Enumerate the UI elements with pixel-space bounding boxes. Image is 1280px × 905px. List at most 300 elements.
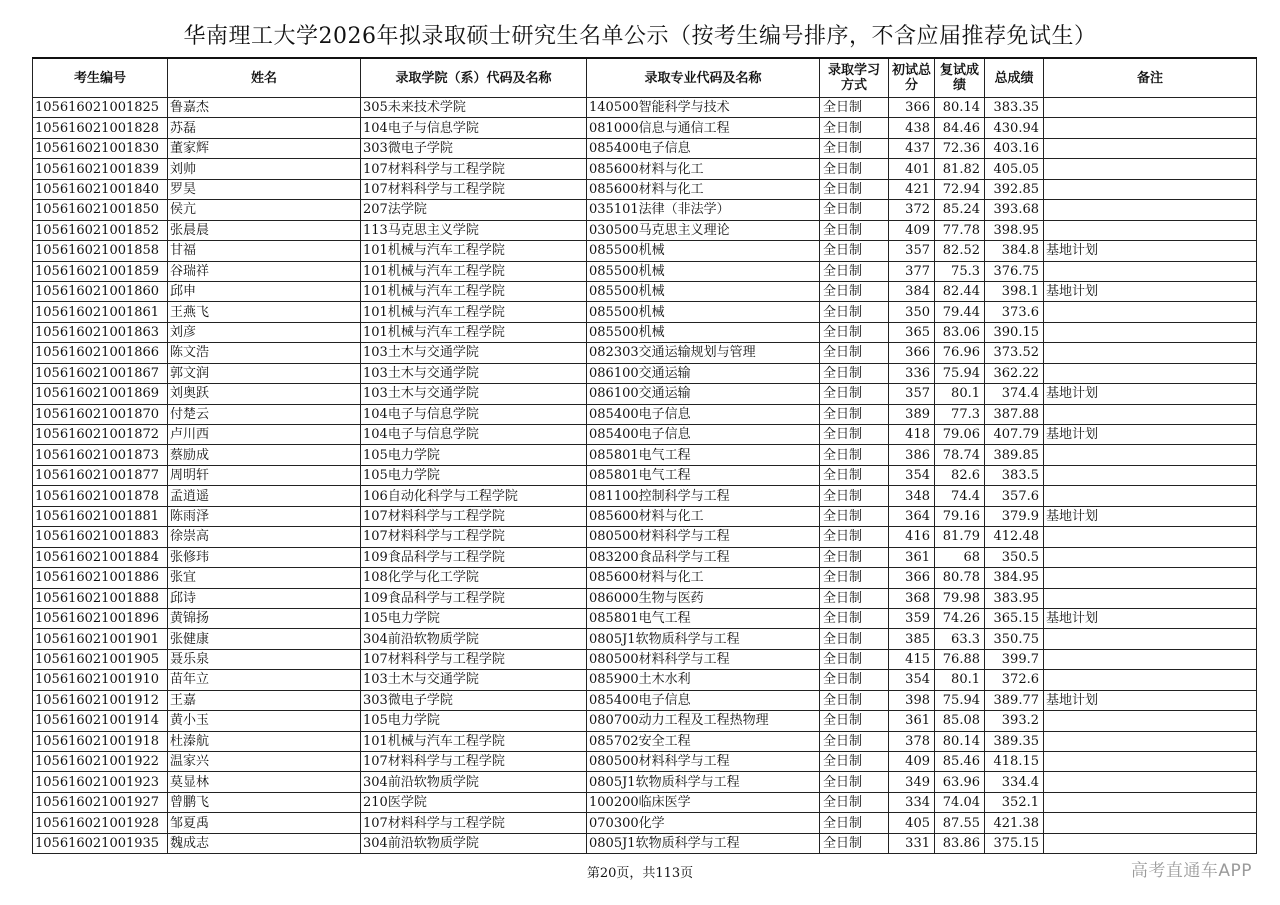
major-cell: 035101法律（非法学）	[587, 200, 820, 220]
total-score-cell: 373.52	[985, 343, 1044, 363]
school-cell: 108化学与化工学院	[361, 568, 587, 588]
table-row	[33, 118, 1257, 138]
exam-id-cell: 105616021001863	[33, 322, 168, 342]
remarks-cell	[1044, 813, 1257, 833]
retest-score-cell: 82.44	[935, 281, 985, 301]
major-cell: 082303交通运输规划与管理	[587, 343, 820, 363]
table-row	[33, 445, 1257, 465]
total-score-cell: 389.35	[985, 731, 1044, 751]
prelim-score-cell: 361	[889, 547, 935, 567]
total-score-cell: 390.15	[985, 322, 1044, 342]
major-cell: 0805J1软物质科学与工程	[587, 772, 820, 792]
exam-id-cell: 105616021001859	[33, 261, 168, 281]
retest-score-cell: 74.04	[935, 792, 985, 812]
retest-score-cell: 85.46	[935, 752, 985, 772]
remarks-cell: 基地计划	[1044, 506, 1257, 526]
table-row	[33, 547, 1257, 567]
school-cell: 103土木与交通学院	[361, 343, 587, 363]
study-mode-cell: 全日制	[820, 506, 889, 526]
exam-id-cell: 105616021001910	[33, 670, 168, 690]
study-mode-cell: 全日制	[820, 404, 889, 424]
exam-id-cell: 105616021001858	[33, 241, 168, 261]
exam-id-cell: 105616021001923	[33, 772, 168, 792]
retest-score-cell: 72.94	[935, 179, 985, 199]
prelim-score-cell: 349	[889, 772, 935, 792]
name-cell: 付楚云	[168, 404, 361, 424]
retest-score-cell: 77.3	[935, 404, 985, 424]
total-score-cell: 398.1	[985, 281, 1044, 301]
retest-score-cell: 68	[935, 547, 985, 567]
school-cell: 107材料科学与工程学院	[361, 813, 587, 833]
school-cell: 304前沿软物质学院	[361, 772, 587, 792]
table-row	[33, 465, 1257, 485]
major-cell: 080500材料科学与工程	[587, 649, 820, 669]
school-cell: 304前沿软物质学院	[361, 629, 587, 649]
total-score-cell: 389.77	[985, 690, 1044, 710]
name-cell: 温家兴	[168, 752, 361, 772]
prelim-score-cell: 359	[889, 608, 935, 628]
table-body	[33, 98, 1257, 854]
retest-score-cell: 81.79	[935, 527, 985, 547]
header-major: 录取专业代码及名称	[587, 58, 820, 98]
remarks-cell	[1044, 752, 1257, 772]
prelim-score-cell: 415	[889, 649, 935, 669]
school-cell: 107材料科学与工程学院	[361, 506, 587, 526]
school-cell: 210医学院	[361, 792, 587, 812]
total-score-cell: 430.94	[985, 118, 1044, 138]
name-cell: 陈文浩	[168, 343, 361, 363]
study-mode-cell: 全日制	[820, 281, 889, 301]
prelim-score-cell: 334	[889, 792, 935, 812]
study-mode-cell: 全日制	[820, 772, 889, 792]
school-cell: 305未来技术学院	[361, 98, 587, 118]
name-cell: 王嘉	[168, 690, 361, 710]
study-mode-cell: 全日制	[820, 302, 889, 322]
major-cell: 100200临床医学	[587, 792, 820, 812]
remarks-cell	[1044, 445, 1257, 465]
study-mode-cell: 全日制	[820, 118, 889, 138]
name-cell: 罗昊	[168, 179, 361, 199]
prelim-score-cell: 378	[889, 731, 935, 751]
study-mode-cell: 全日制	[820, 547, 889, 567]
remarks-cell	[1044, 486, 1257, 506]
study-mode-cell: 全日制	[820, 588, 889, 608]
total-score-cell: 383.95	[985, 588, 1044, 608]
table-row	[33, 813, 1257, 833]
total-score-cell: 405.05	[985, 159, 1044, 179]
major-cell: 081000信息与通信工程	[587, 118, 820, 138]
school-cell: 105电力学院	[361, 711, 587, 731]
remarks-cell	[1044, 261, 1257, 281]
retest-score-cell: 85.08	[935, 711, 985, 731]
name-cell: 卢川西	[168, 425, 361, 445]
name-cell: 苏磊	[168, 118, 361, 138]
study-mode-cell: 全日制	[820, 384, 889, 404]
total-score-cell: 393.68	[985, 200, 1044, 220]
retest-score-cell: 82.6	[935, 465, 985, 485]
total-score-cell: 389.85	[985, 445, 1044, 465]
prelim-score-cell: 336	[889, 363, 935, 383]
retest-score-cell: 81.82	[935, 159, 985, 179]
remarks-cell: 基地计划	[1044, 690, 1257, 710]
major-cell: 085702安全工程	[587, 731, 820, 751]
table-row	[33, 731, 1257, 751]
total-score-cell: 352.1	[985, 792, 1044, 812]
total-score-cell: 376.75	[985, 261, 1044, 281]
study-mode-cell: 全日制	[820, 670, 889, 690]
retest-score-cell: 72.36	[935, 138, 985, 158]
school-cell: 105电力学院	[361, 465, 587, 485]
table-row	[33, 159, 1257, 179]
name-cell: 侯亢	[168, 200, 361, 220]
table-row	[33, 302, 1257, 322]
total-score-cell: 350.5	[985, 547, 1044, 567]
remarks-cell	[1044, 629, 1257, 649]
major-cell: 086100交通运输	[587, 363, 820, 383]
name-cell: 周明轩	[168, 465, 361, 485]
total-score-cell: 399.7	[985, 649, 1044, 669]
remarks-cell	[1044, 792, 1257, 812]
name-cell: 莫显林	[168, 772, 361, 792]
retest-score-cell: 79.06	[935, 425, 985, 445]
major-cell: 085500机械	[587, 302, 820, 322]
name-cell: 黄锦扬	[168, 608, 361, 628]
exam-id-cell: 105616021001918	[33, 731, 168, 751]
remarks-cell: 基地计划	[1044, 384, 1257, 404]
remarks-cell	[1044, 772, 1257, 792]
study-mode-cell: 全日制	[820, 425, 889, 445]
remarks-cell	[1044, 404, 1257, 424]
school-cell: 107材料科学与工程学院	[361, 179, 587, 199]
prelim-score-cell: 416	[889, 527, 935, 547]
major-cell: 085400电子信息	[587, 138, 820, 158]
school-cell: 101机械与汽车工程学院	[361, 261, 587, 281]
total-score-cell: 393.2	[985, 711, 1044, 731]
prelim-score-cell: 377	[889, 261, 935, 281]
exam-id-cell: 105616021001839	[33, 159, 168, 179]
remarks-cell	[1044, 159, 1257, 179]
table-row	[33, 649, 1257, 669]
name-cell: 孟逍遥	[168, 486, 361, 506]
table-row	[33, 179, 1257, 199]
table-row	[33, 384, 1257, 404]
remarks-cell	[1044, 547, 1257, 567]
table-row	[33, 425, 1257, 445]
prelim-score-cell: 438	[889, 118, 935, 138]
exam-id-cell: 105616021001873	[33, 445, 168, 465]
exam-id-cell: 105616021001872	[33, 425, 168, 445]
exam-id-cell: 105616021001860	[33, 281, 168, 301]
major-cell: 085400电子信息	[587, 425, 820, 445]
study-mode-cell: 全日制	[820, 527, 889, 547]
name-cell: 黄小玉	[168, 711, 361, 731]
exam-id-cell: 105616021001896	[33, 608, 168, 628]
remarks-cell	[1044, 220, 1257, 240]
study-mode-cell: 全日制	[820, 813, 889, 833]
school-cell: 101机械与汽车工程学院	[361, 322, 587, 342]
prelim-score-cell: 366	[889, 343, 935, 363]
table-row	[33, 322, 1257, 342]
remarks-cell	[1044, 343, 1257, 363]
total-score-cell: 350.75	[985, 629, 1044, 649]
school-cell: 105电力学院	[361, 445, 587, 465]
prelim-score-cell: 331	[889, 833, 935, 853]
total-score-cell: 365.15	[985, 608, 1044, 628]
prelim-score-cell: 350	[889, 302, 935, 322]
exam-id-cell: 105616021001881	[33, 506, 168, 526]
school-cell: 207法学院	[361, 200, 587, 220]
name-cell: 王燕飞	[168, 302, 361, 322]
prelim-score-cell: 389	[889, 404, 935, 424]
name-cell: 鲁嘉杰	[168, 98, 361, 118]
total-score-cell: 383.35	[985, 98, 1044, 118]
study-mode-cell: 全日制	[820, 200, 889, 220]
prelim-score-cell: 357	[889, 241, 935, 261]
school-cell: 103土木与交通学院	[361, 670, 587, 690]
study-mode-cell: 全日制	[820, 629, 889, 649]
retest-score-cell: 83.86	[935, 833, 985, 853]
school-cell: 109食品科学与工程学院	[361, 547, 587, 567]
retest-score-cell: 76.88	[935, 649, 985, 669]
table-row	[33, 792, 1257, 812]
study-mode-cell: 全日制	[820, 486, 889, 506]
school-cell: 113马克思主义学院	[361, 220, 587, 240]
retest-score-cell: 85.24	[935, 200, 985, 220]
retest-score-cell: 79.98	[935, 588, 985, 608]
retest-score-cell: 74.26	[935, 608, 985, 628]
study-mode-cell: 全日制	[820, 445, 889, 465]
table-row	[33, 670, 1257, 690]
school-cell: 104电子与信息学院	[361, 118, 587, 138]
major-cell: 085500机械	[587, 261, 820, 281]
header-prelim-score: 初试总分	[889, 58, 935, 98]
total-score-cell: 379.9	[985, 506, 1044, 526]
prelim-score-cell: 364	[889, 506, 935, 526]
prelim-score-cell: 365	[889, 322, 935, 342]
major-cell: 085801电气工程	[587, 445, 820, 465]
major-cell: 085500机械	[587, 281, 820, 301]
name-cell: 张晨晨	[168, 220, 361, 240]
prelim-score-cell: 348	[889, 486, 935, 506]
school-cell: 101机械与汽车工程学院	[361, 302, 587, 322]
prelim-score-cell: 366	[889, 98, 935, 118]
retest-score-cell: 75.94	[935, 690, 985, 710]
major-cell: 085500机械	[587, 241, 820, 261]
study-mode-cell: 全日制	[820, 833, 889, 853]
exam-id-cell: 105616021001861	[33, 302, 168, 322]
major-cell: 080500材料科学与工程	[587, 752, 820, 772]
name-cell: 聂乐泉	[168, 649, 361, 669]
exam-id-cell: 105616021001912	[33, 690, 168, 710]
page-number: 第20页，共113页	[586, 866, 694, 881]
retest-score-cell: 78.74	[935, 445, 985, 465]
exam-id-cell: 105616021001830	[33, 138, 168, 158]
major-cell: 081100控制科学与工程	[587, 486, 820, 506]
major-cell: 085500机械	[587, 322, 820, 342]
total-score-cell: 374.4	[985, 384, 1044, 404]
prelim-score-cell: 357	[889, 384, 935, 404]
table-row	[33, 200, 1257, 220]
study-mode-cell: 全日制	[820, 752, 889, 772]
remarks-cell: 基地计划	[1044, 241, 1257, 261]
retest-score-cell: 82.52	[935, 241, 985, 261]
retest-score-cell: 80.14	[935, 98, 985, 118]
total-score-cell: 403.16	[985, 138, 1044, 158]
exam-id-cell: 105616021001888	[33, 588, 168, 608]
school-cell: 101机械与汽车工程学院	[361, 731, 587, 751]
prelim-score-cell: 437	[889, 138, 935, 158]
header-remarks: 备注	[1044, 58, 1257, 98]
retest-score-cell: 76.96	[935, 343, 985, 363]
name-cell: 徐崇高	[168, 527, 361, 547]
study-mode-cell: 全日制	[820, 138, 889, 158]
retest-score-cell: 75.94	[935, 363, 985, 383]
study-mode-cell: 全日制	[820, 649, 889, 669]
name-cell: 曾鹏飞	[168, 792, 361, 812]
school-cell: 107材料科学与工程学院	[361, 752, 587, 772]
total-score-cell: 387.88	[985, 404, 1044, 424]
total-score-cell: 357.6	[985, 486, 1044, 506]
prelim-score-cell: 366	[889, 568, 935, 588]
remarks-cell	[1044, 731, 1257, 751]
table-header-row	[33, 58, 1257, 98]
total-score-cell: 412.48	[985, 527, 1044, 547]
exam-id-cell: 105616021001922	[33, 752, 168, 772]
name-cell: 张宜	[168, 568, 361, 588]
school-cell: 103土木与交通学院	[361, 384, 587, 404]
remarks-cell: 基地计划	[1044, 608, 1257, 628]
header-study-mode: 录取学习方式	[820, 58, 889, 98]
name-cell: 蔡励成	[168, 445, 361, 465]
name-cell: 刘彦	[168, 322, 361, 342]
exam-id-cell: 105616021001828	[33, 118, 168, 138]
school-cell: 303微电子学院	[361, 690, 587, 710]
school-cell: 105电力学院	[361, 608, 587, 628]
name-cell: 张健康	[168, 629, 361, 649]
table-row	[33, 281, 1257, 301]
retest-score-cell: 84.46	[935, 118, 985, 138]
exam-id-cell: 105616021001877	[33, 465, 168, 485]
table-row	[33, 588, 1257, 608]
exam-id-cell: 105616021001878	[33, 486, 168, 506]
school-cell: 101机械与汽车工程学院	[361, 281, 587, 301]
total-score-cell: 384.8	[985, 241, 1044, 261]
table-row	[33, 486, 1257, 506]
study-mode-cell: 全日制	[820, 241, 889, 261]
study-mode-cell: 全日制	[820, 220, 889, 240]
table-row	[33, 833, 1257, 853]
study-mode-cell: 全日制	[820, 711, 889, 731]
study-mode-cell: 全日制	[820, 98, 889, 118]
prelim-score-cell: 421	[889, 179, 935, 199]
major-cell: 085600材料与化工	[587, 179, 820, 199]
table-row	[33, 506, 1257, 526]
remarks-cell	[1044, 302, 1257, 322]
table-row	[33, 772, 1257, 792]
exam-id-cell: 105616021001825	[33, 98, 168, 118]
prelim-score-cell: 361	[889, 711, 935, 731]
prelim-score-cell: 385	[889, 629, 935, 649]
total-score-cell: 407.79	[985, 425, 1044, 445]
retest-score-cell: 87.55	[935, 813, 985, 833]
table-row	[33, 261, 1257, 281]
table-row	[33, 343, 1257, 363]
retest-score-cell: 80.14	[935, 731, 985, 751]
school-cell: 109食品科学与工程学院	[361, 588, 587, 608]
page-title: 华南理工大学2026年拟录取硕士研究生名单公示（按考生编号排序，不含应届推荐免试生）	[183, 24, 1097, 49]
study-mode-cell: 全日制	[820, 731, 889, 751]
study-mode-cell: 全日制	[820, 261, 889, 281]
retest-score-cell: 77.78	[935, 220, 985, 240]
total-score-cell: 421.38	[985, 813, 1044, 833]
major-cell: 085801电气工程	[587, 465, 820, 485]
remarks-cell: 基地计划	[1044, 281, 1257, 301]
name-cell: 郭文润	[168, 363, 361, 383]
remarks-cell	[1044, 833, 1257, 853]
remarks-cell	[1044, 588, 1257, 608]
total-score-cell: 398.95	[985, 220, 1044, 240]
prelim-score-cell: 409	[889, 752, 935, 772]
table-row	[33, 568, 1257, 588]
name-cell: 陈雨泽	[168, 506, 361, 526]
exam-id-cell: 105616021001935	[33, 833, 168, 853]
total-score-cell: 384.95	[985, 568, 1044, 588]
exam-id-cell: 105616021001901	[33, 629, 168, 649]
header-school: 录取学院（系）代码及名称	[361, 58, 587, 98]
major-cell: 030500马克思主义理论	[587, 220, 820, 240]
name-cell: 邱诗	[168, 588, 361, 608]
table-row	[33, 527, 1257, 547]
major-cell: 140500智能科学与技术	[587, 98, 820, 118]
study-mode-cell: 全日制	[820, 159, 889, 179]
exam-id-cell: 105616021001886	[33, 568, 168, 588]
major-cell: 086000生物与医药	[587, 588, 820, 608]
school-cell: 101机械与汽车工程学院	[361, 241, 587, 261]
study-mode-cell: 全日制	[820, 179, 889, 199]
major-cell: 085600材料与化工	[587, 506, 820, 526]
study-mode-cell: 全日制	[820, 343, 889, 363]
school-cell: 103土木与交通学院	[361, 363, 587, 383]
name-cell: 刘帅	[168, 159, 361, 179]
retest-score-cell: 74.4	[935, 486, 985, 506]
major-cell: 0805J1软物质科学与工程	[587, 833, 820, 853]
exam-id-cell: 105616021001927	[33, 792, 168, 812]
prelim-score-cell: 372	[889, 200, 935, 220]
remarks-cell	[1044, 465, 1257, 485]
table-row	[33, 608, 1257, 628]
table-row	[33, 98, 1257, 118]
major-cell: 080700动力工程及工程热物理	[587, 711, 820, 731]
retest-score-cell: 79.44	[935, 302, 985, 322]
study-mode-cell: 全日制	[820, 568, 889, 588]
study-mode-cell: 全日制	[820, 363, 889, 383]
total-score-cell: 373.6	[985, 302, 1044, 322]
total-score-cell: 372.6	[985, 670, 1044, 690]
table-row	[33, 138, 1257, 158]
total-score-cell: 418.15	[985, 752, 1044, 772]
retest-score-cell: 80.1	[935, 384, 985, 404]
major-cell: 080500材料科学与工程	[587, 527, 820, 547]
exam-id-cell: 105616021001852	[33, 220, 168, 240]
name-cell: 刘奥跃	[168, 384, 361, 404]
retest-score-cell: 63.3	[935, 629, 985, 649]
total-score-cell: 383.5	[985, 465, 1044, 485]
total-score-cell: 392.85	[985, 179, 1044, 199]
prelim-score-cell: 409	[889, 220, 935, 240]
header-name: 姓名	[168, 58, 361, 98]
remarks-cell	[1044, 649, 1257, 669]
total-score-cell: 375.15	[985, 833, 1044, 853]
